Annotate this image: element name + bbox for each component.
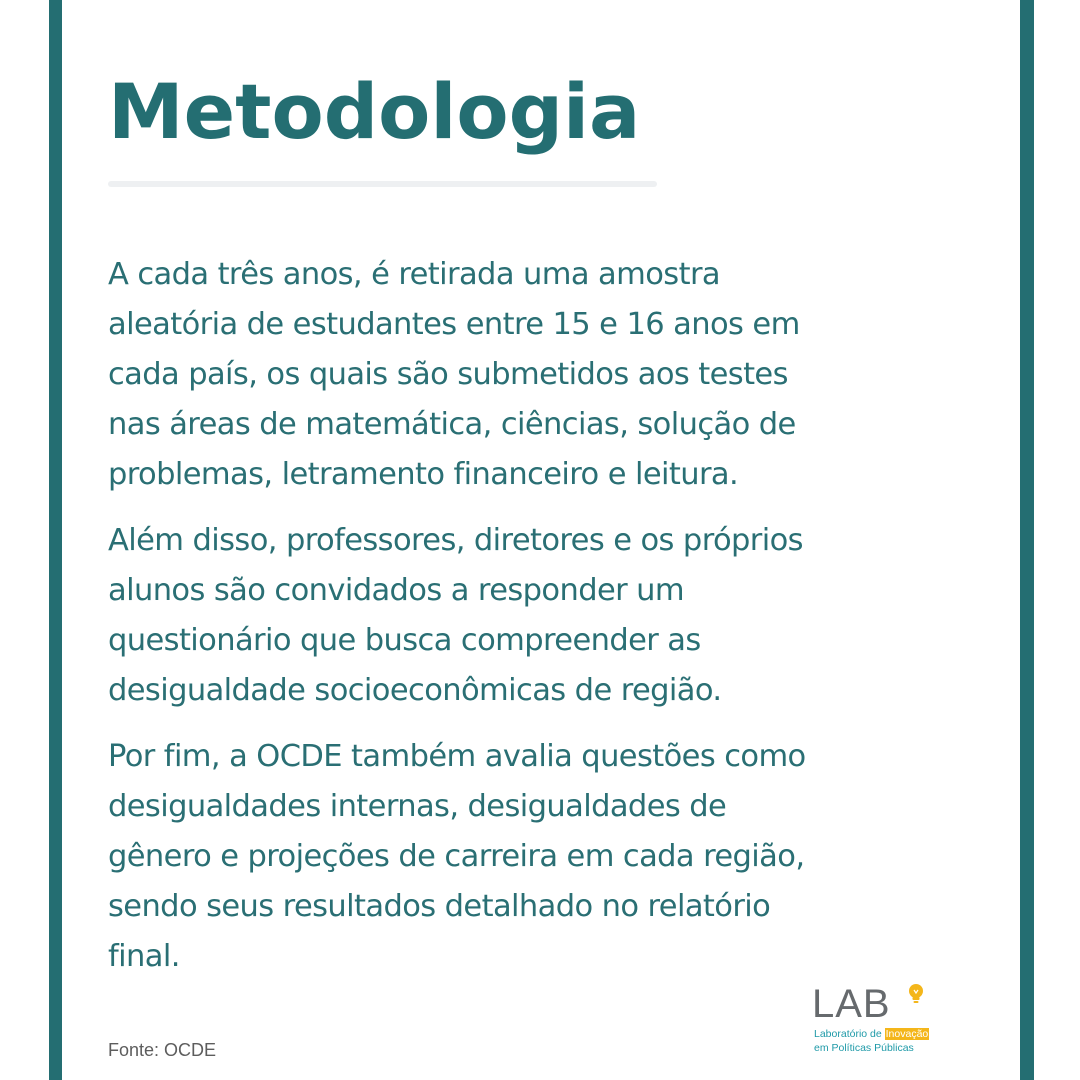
right-border <box>1020 0 1034 1080</box>
paragraph-line: A cada três anos, é retirada uma amostra <box>108 257 720 292</box>
lab-logo <box>812 982 942 1057</box>
paragraph-line: questionário que busca compreender as <box>108 623 701 658</box>
paragraph-line: Além disso, professores, diretores e os próprios <box>108 523 803 558</box>
paragraph-line: problemas, letramento financeiro e leitura. <box>108 457 739 492</box>
page-title: Metodologia <box>108 67 641 156</box>
paragraph-line: alunos são convidados a responder um <box>108 573 685 608</box>
paragraph-line: sendo seus resultados detalhado no relatório <box>108 889 771 924</box>
paragraph-line: cada país, os quais são submetidos aos testes <box>108 357 788 392</box>
paragraph-1 <box>108 250 998 500</box>
paragraph-2 <box>108 516 998 716</box>
paragraph-line: aleatória de estudantes entre 15 e 16 anos em <box>108 307 800 342</box>
source-caption: Fonte: OCDE <box>108 1040 217 1060</box>
title-divider <box>108 181 657 187</box>
left-border <box>49 0 62 1080</box>
paragraph-line: gênero e projeções de carreira em cada região, <box>108 839 805 874</box>
body-text <box>108 250 998 998</box>
logo-subtitle-highlight: Inovação <box>885 1028 929 1040</box>
logo-wordmark: LAB <box>812 982 891 1026</box>
paragraph-line: final. <box>108 939 180 974</box>
paragraph-line: desigualdades internas, desigualdades de <box>108 789 727 824</box>
logo-subtitle-line1 <box>814 1028 929 1040</box>
paragraph-line: Por fim, a OCDE também avalia questões como <box>108 739 806 774</box>
logo-subtitle-prefix: Laboratório de <box>814 1028 885 1040</box>
paragraph-line: desigualdade socioeconômicas de região. <box>108 673 722 708</box>
paragraph-line: nas áreas de matemática, ciências, solução de <box>108 407 796 442</box>
logo-subtitle-line2: em Políticas Públicas <box>814 1042 914 1054</box>
paragraph-3 <box>108 732 998 982</box>
lightbulb-icon <box>906 982 926 1006</box>
